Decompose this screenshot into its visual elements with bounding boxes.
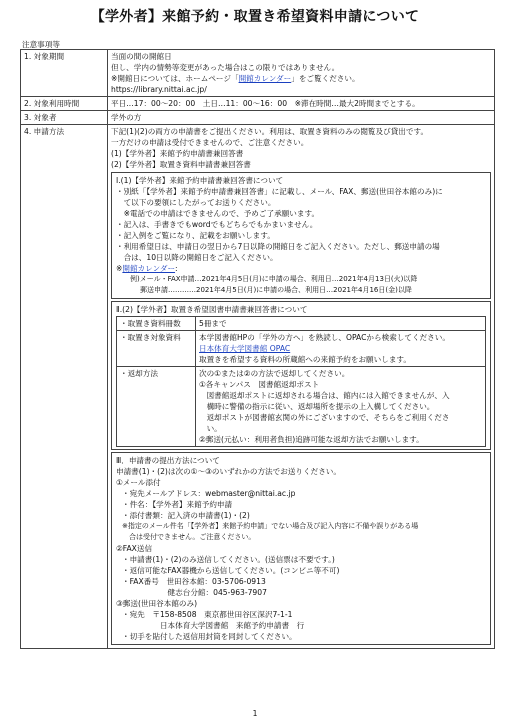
table-row	[21, 125, 495, 649]
calendar-link[interactable]: 開館カレンダー	[238, 74, 292, 83]
table-row	[117, 367, 486, 447]
table-row	[117, 331, 486, 367]
row-value-period	[108, 50, 495, 97]
text-line: (2)【学外者】取置き資料申請書兼回答書	[111, 160, 251, 169]
opac-link[interactable]: 日本体育大学図書館 OPAC	[199, 344, 291, 353]
calendar-note: ※開館日については、ホームページ「開館カレンダー」をご覧ください。	[111, 74, 360, 83]
calendar-link[interactable]: 開館カレンダー	[122, 264, 176, 273]
method-email: ①メール添付	[116, 478, 161, 487]
table-row	[21, 50, 495, 97]
method-fax: ②FAX送信	[116, 544, 153, 553]
text-line: (1)【学外者】来館予約申請書兼回答書	[111, 149, 244, 158]
page-number: 1	[252, 709, 258, 718]
hold-value: 次の①または②の方法で返却してください。 ①各キャンパス 図書館返却ポスト 図書館返却ポストに返却される場合は、館内には入館できませんが、入 構時に警備の指示に従い、返却場所を提示の上入構してください。 返却ポストが図書館玄関の外にございますので、そちらをご利用くださ い。 ②郵送(元払い：利用者負担)追跡可能な返却方法でお願いします。	[196, 367, 486, 447]
section-heading: Ⅱ.(2)【学外者】取置き希望図書申請書兼回答書について	[116, 305, 308, 314]
section-heading: Ⅰ.(1)【学外者】来館予約申請書兼回答書について	[116, 176, 284, 185]
text-line: ・記入は、手書きでもwordでもどちらでもかまいません。	[116, 220, 318, 229]
table-row	[117, 317, 486, 331]
text-line: ※指定のメール件名「【学外者】来館予約申請」でない場合及び記入内容に不備や誤りがある場	[122, 522, 419, 530]
text-line: 下記(1)(2)の両方の申請書をご提出ください。利用は、取置き資料のみの閲覧及び貸出です。	[111, 127, 429, 136]
example-line: 郵送申請…………2021年4月5日(月)に申請の場合、利用日…2021年4月16日(金)以降	[140, 286, 412, 294]
text-line: ・別紙「【学外者】来館予約申請書兼回答書」に記載し、メール、FAX、郵送(世田谷本館のみ)に	[116, 187, 443, 196]
hold-key: ・取置き対象資料	[117, 331, 196, 367]
example-line: 例)メール・FAX申請…2021年4月5日(月)に申請の場合、利用日…2021年4月13日(火)以降	[130, 275, 418, 283]
row-label-period: 1. 対象期間	[21, 50, 108, 97]
section-reservation-form	[111, 172, 491, 299]
text-line: ・宛先メールアドレス：webmaster@nittai.ac.jp	[122, 489, 296, 498]
hold-table	[116, 316, 486, 447]
row-label-hours: 2. 対象利用時間	[21, 97, 108, 111]
text-line: ・宛先 〒158-8508 東京都世田谷区深沢7-1-1	[122, 610, 293, 619]
text-line: 日本体育大学図書館 来館予約申請書 行	[122, 621, 305, 630]
row-label-method: 4. 申請方法	[21, 125, 108, 649]
text-line: 合は、10日以降の開館日をご記入ください。	[116, 253, 278, 262]
text-line: 当面の間の開館日	[111, 52, 172, 61]
text-line: ・利用希望日は、申請日の翌日から7日以降の開館日をご記入ください。ただし、郵送申請の場	[116, 242, 440, 251]
table-row	[21, 111, 495, 125]
text-line: 合は受付できません。ご注意ください。	[122, 533, 256, 541]
method-mail: ③郵送(世田谷本館のみ)	[116, 599, 198, 608]
row-value-method	[108, 125, 495, 649]
page-title: 【学外者】来館予約・取置き希望資料申請について	[90, 9, 420, 25]
info-table	[20, 49, 495, 649]
hold-key: ・取置き資料冊数	[117, 317, 196, 331]
row-label-target: 3. 対象者	[21, 111, 108, 125]
hold-key: ・返却方法	[117, 367, 196, 447]
text-line: ・件名：【学外者】来館予約申請	[122, 500, 233, 509]
text-line: 申請書(1)・(2)は次の①～③のいずれかの方法でお送りください。	[116, 467, 341, 476]
text-line: ・切手を貼付した返信用封筒を同封してください。	[122, 632, 297, 641]
table-caption: 注意事項等	[22, 40, 60, 49]
text-line: ・添付書類：記入済の申請書(1)・(2)	[122, 511, 250, 520]
row-value-target: 学外の方	[108, 111, 495, 125]
text-line: 但し、学内の情勢等変更があった場合はこの限りではありません。	[111, 63, 340, 72]
table-row	[21, 97, 495, 111]
section-hold-form	[111, 301, 491, 450]
text-line: ・記入例をご覧になり、記載をお願いします。	[116, 231, 275, 240]
section-submission	[111, 452, 491, 645]
text-line: 健志台分館：045-963-7907	[122, 588, 267, 597]
text-line: ※電話での申請はできませんので、予めご了承願います。	[116, 209, 320, 218]
text-line: て以下の要領にしたがってお送りください。	[116, 198, 276, 207]
text-line: ・返信可能なFAX器機から送信してください。(コンビニ等不可)	[122, 566, 340, 575]
text-line: ・申請書(1)・(2)のみ送信してください。(送信票は不要です。)	[122, 555, 335, 564]
text-line: 一方だけの申請は受付できませんので、ご注意ください。	[111, 138, 309, 147]
library-url[interactable]: https://library.nittai.ac.jp/	[111, 85, 207, 94]
hold-value: 本学図書館HPの「学外の方へ」を熟読し、OPACから検索してください。 日本体育大学図書館 OPAC 取置きを希望する資料の所蔵館への来館予約をお願いします。	[196, 331, 486, 367]
text-line: ・FAX番号 世田谷本館：03-5706-0913	[122, 577, 266, 586]
hold-value: 5冊まで	[196, 317, 486, 331]
row-value-hours: 平日…17：00～20：00 土日…11：00～16：00 ※滞在時間…最大2時間までとする。	[108, 97, 495, 111]
section-heading: Ⅲ．申請書の提出方法について	[116, 456, 220, 465]
calendar-ref: ※開館カレンダー:	[116, 264, 178, 273]
